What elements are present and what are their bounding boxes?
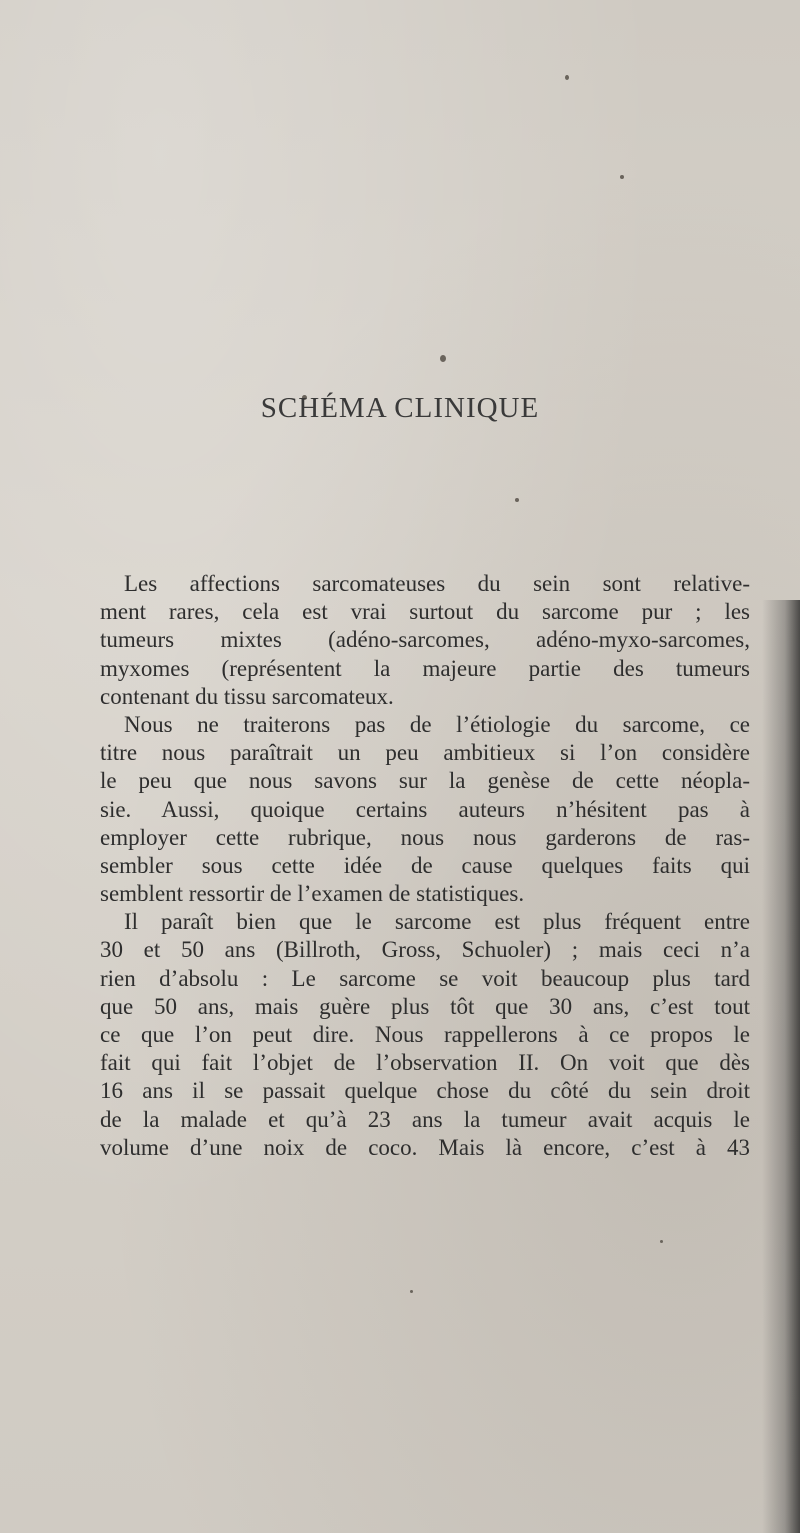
text-line: contenant du tissu sarcomateux. — [100, 683, 394, 709]
text-line: tumeurs mixtes (adéno-sarcomes, adéno-myxo-sarcomes, — [100, 627, 750, 653]
page-edge-shadow — [762, 600, 800, 1533]
text-line: titre nous paraîtrait un peu ambitieux si l’on considère — [100, 740, 750, 766]
text-line: sembler sous cette idée de cause quelques faits qui — [100, 852, 750, 878]
text-line: Nous ne traiterons pas de l’étiologie du sarcome, ce — [124, 711, 750, 737]
text-line: 16 ans il se passait quelque chose du côté du sein droit — [100, 1078, 750, 1104]
paper-speck — [515, 498, 519, 502]
text-line: volume d’une noix de coco. Mais là encore, c’est à 43 — [100, 1134, 750, 1160]
text-line: sie. Aussi, quoique certains auteurs n’hésitent pas à — [100, 796, 750, 822]
text-line: ce que l’on peut dire. Nous rappellerons à ce propos le — [100, 1022, 750, 1047]
text-line: semblent ressortir de l’examen de statistiques. — [100, 881, 525, 907]
paper-speck — [620, 175, 624, 179]
text-line: de la malade et qu’à 23 ans la tumeur avait acquis le — [100, 1106, 750, 1132]
paper-speck — [440, 355, 446, 362]
text-line: fait qui fait l’objet de l’observation II. On voit que dès — [100, 1050, 750, 1076]
text-line: que 50 ans, mais guère plus tôt que 30 ans, c’est tout — [100, 993, 750, 1019]
page-title: SCHÉMA CLINIQUE — [260, 392, 540, 424]
text-line: ment rares, cela est vrai surtout du sarcome pur ; les — [100, 599, 750, 625]
text-line: employer cette rubrique, nous nous garderons de ras- — [100, 824, 750, 850]
paper-speck — [410, 1290, 413, 1293]
text-line: le peu que nous savons sur la genèse de cette néopla- — [100, 768, 750, 794]
body-text — [100, 570, 750, 1162]
paper-speck — [565, 75, 569, 80]
text-line: Les affections sarcomateuses du sein sont relative- — [124, 571, 750, 596]
text-line: Il paraît bien que le sarcome est plus fréquent entre — [124, 909, 750, 935]
text-line: 30 et 50 ans (Billroth, Gross, Schuoler) ; mais ceci n’a — [100, 937, 750, 963]
text-line: rien d’absolu : Le sarcome se voit beaucoup plus tard — [100, 965, 750, 991]
paper-speck — [660, 1240, 663, 1243]
text-line: myxomes (représentent la majeure partie des tumeurs — [100, 655, 750, 681]
